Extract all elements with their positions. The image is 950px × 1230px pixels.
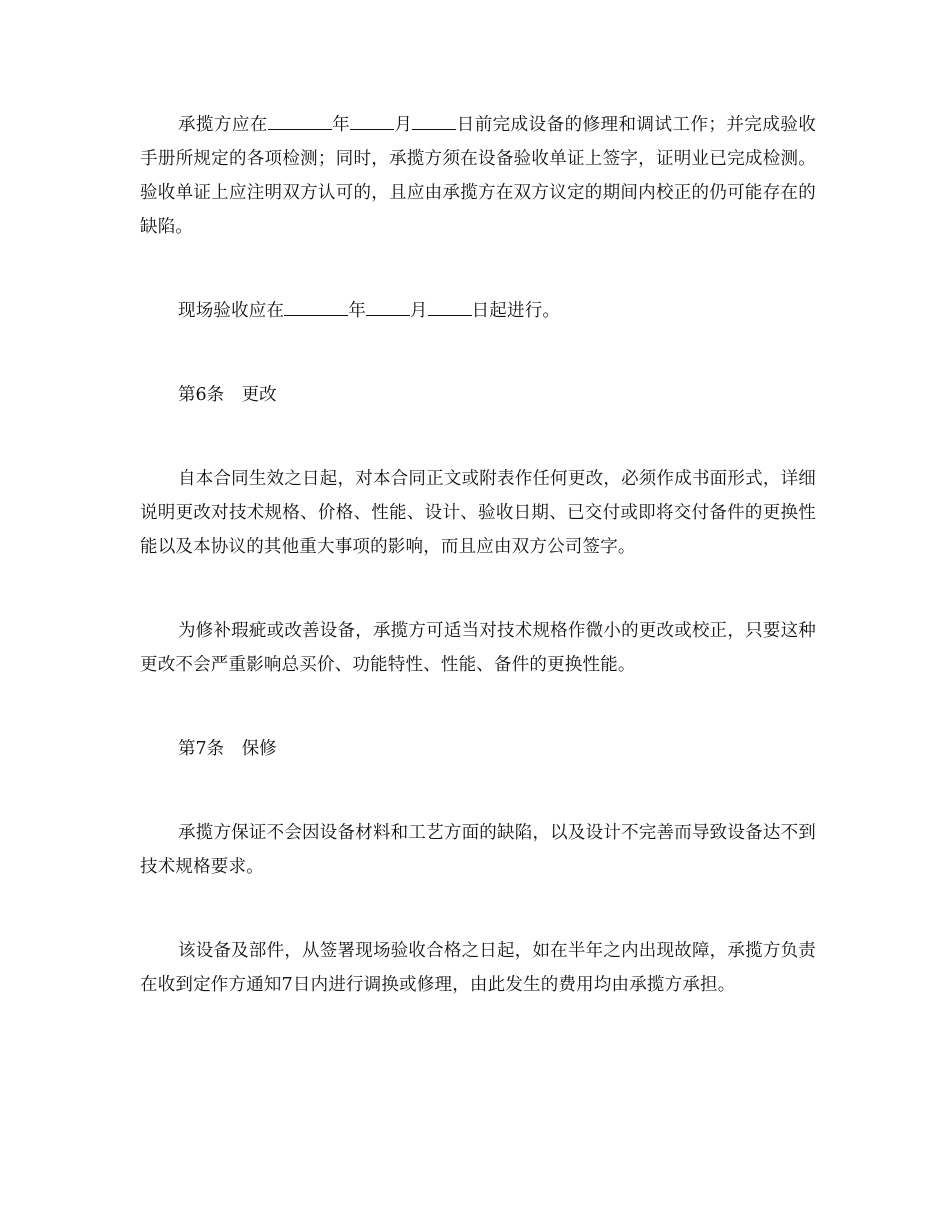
article-6-heading: 第6条 更改 (178, 385, 277, 405)
text-segment: 现场验收应在 (178, 301, 285, 321)
spacer (140, 884, 816, 934)
spacer (140, 682, 816, 732)
spacer (140, 766, 816, 816)
paragraph-site-acceptance (140, 294, 816, 328)
spacer (140, 564, 816, 614)
paragraph-warranty-guarantee: 承揽方保证不会因设备材料和工艺方面的缺陷，以及设计不完善而导致设备达不到技术规格要求。 (140, 823, 816, 877)
unit-year: 年 (331, 115, 351, 135)
document-page (140, 108, 816, 1002)
article-7-heading: 第7条 保修 (178, 739, 277, 759)
text-segment: 日前完成设备的修理和调试工作；并完成验收手册所规定的各项检测；同时，承揽方须在设备验收单证上签字，证明业已完成检测。验收单证上应注明双方认可的，且应由承揽方在双方议定的期间内校正的仍可能存在的缺陷。 (140, 115, 817, 237)
day-blank (428, 297, 472, 316)
paragraph-acceptance-deadline (140, 108, 816, 244)
day-blank (412, 111, 456, 130)
month-blank (366, 297, 410, 316)
paragraph-contract-modification: 自本合同生效之日起，对本合同正文或附表作任何更改，必须作成书面形式，详细说明更改对技术规格、价格、性能、设计、验收日期、已交付或即将交付备件的更换性能以及本协议的其他重大事项的影响，而且应由双方公司签字。 (140, 469, 816, 557)
unit-month: 月 (409, 301, 428, 321)
year-blank (284, 297, 348, 316)
paragraph-minor-changes: 为修补瑕疵或改善设备，承揽方可适当对技术规格作微小的更改或校正，只要这种更改不会严重影响总买价、功能特性、性能、备件的更换性能。 (140, 621, 816, 675)
spacer (140, 328, 816, 378)
paragraph-warranty-period: 该设备及部件，从签署现场验收合格之日起，如在半年之内出现故障，承揽方负责在收到定作方通知7日内进行调换或修理，由此发生的费用均由承揽方承担。 (140, 941, 816, 995)
month-blank (350, 111, 394, 130)
spacer (140, 244, 816, 294)
spacer (140, 412, 816, 462)
text-segment: 承揽方应在 (178, 115, 268, 135)
unit-month: 月 (394, 115, 413, 135)
year-blank (268, 111, 332, 130)
text-segment: 日起进行。 (471, 301, 561, 321)
unit-year: 年 (348, 301, 366, 321)
